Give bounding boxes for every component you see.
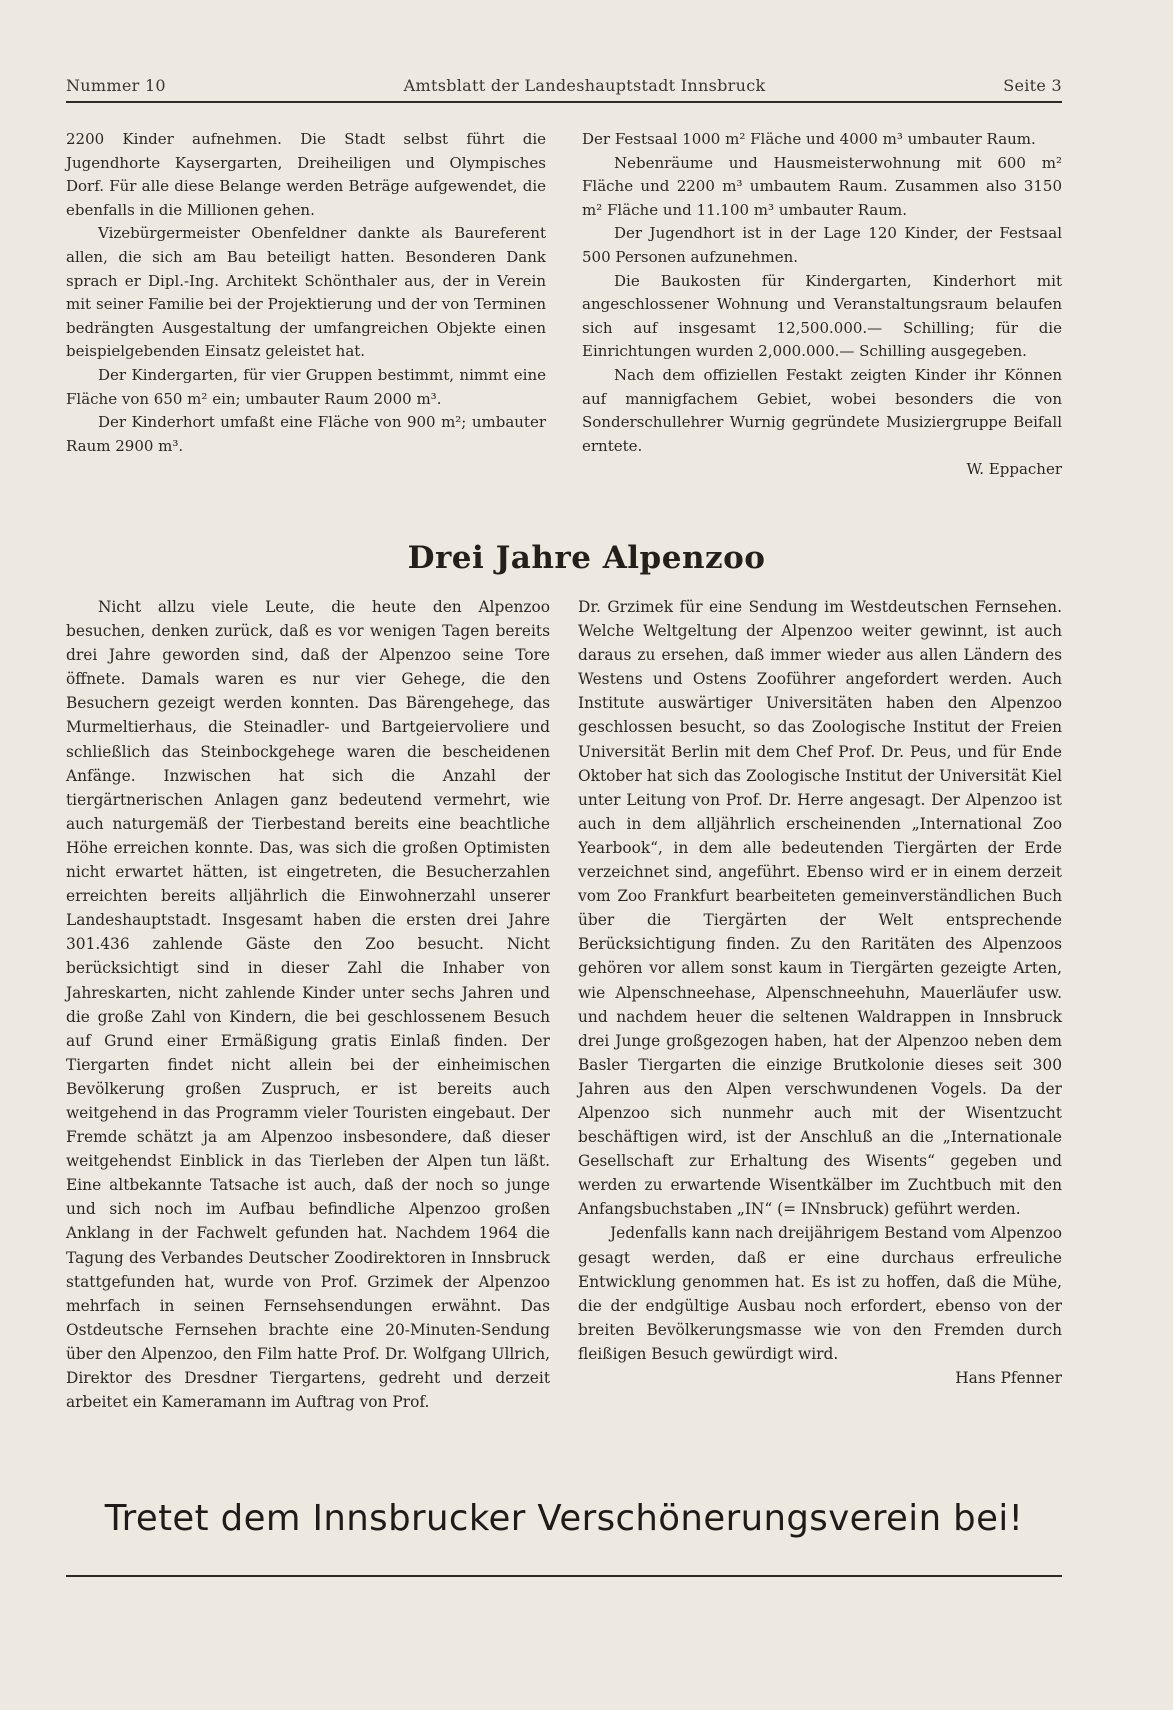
- top-right-column: [582, 128, 1062, 482]
- paragraph: Nebenräume und Hausmeisterwohnung mit 600 m² Fläche und 2200 m³ umbautem Raum. Zusammen also 3150 m² Fläche und 11.100 m³ umbauter Raum.: [582, 153, 1062, 219]
- bottom-rule: [66, 1575, 1062, 1577]
- paragraph: Der Jugendhort ist in der Lage 120 Kinder, der Festsaal 500 Personen aufzunehmen.: [582, 224, 1062, 266]
- header-rule: [66, 101, 1062, 103]
- paragraph: Dr. Grzimek für eine Sendung im Westdeutschen Fernsehen. Welche Weltgeltung der Alpenzoo weiter gewinnt, ist auch daraus zu ersehen, daß immer wieder aus allen Ländern des Westens und Ostens Zooführer angefordert werden. Auch Institute auswärtiger Universitäten haben den Alpenzoo geschlossen besucht, so das Zoologische Institut der Freien Universität Berlin mit dem Chef Prof. Dr. Peus, und für Ende Oktober hat sich das Zoologische Institut der Universität Kiel unter Leitung von Prof. Dr. Herre angesagt. Der Alpenzoo ist auch in dem alljährlich erscheinenden „International Zoo Yearbook“, in dem alle bedeutenden Tiergärten der Erde verzeichnet sind, angeführt. Ebenso wird er in einem derzeit vom Zoo Frankfurt bearbeiteten gemeinverständlichen Buch über die Tiergärten der Welt entsprechende Berücksichtigung finden. Zu den Raritäten des Alpenzoos gehören vor allem sonst kaum in Tiergärten gezeigte Arten, wie Alpenschneehase, Alpenschneehuhn, Mauerläufer usw. und nachdem heuer die seltenen Waldrappen in Innsbruck drei Junge großgezogen haben, hat der Alpenzoo neben dem Basler Tiergarten die einzige Brutkolonie dieses seit 300 Jahren aus den Alpen verschwundenen Vogels. Da der Alpenzoo sich nunmehr auch mit der Wisentzucht beschäftigen wird, ist der Anschluß an die „Internationale Gesellschaft zur Erhaltung des Wisents“ gegeben und werden zu erwartende Wisentkälber im Zuchtbuch mit den Anfangsbuchstaben „IN“ (= INnsbruck) geführt werden.: [578, 598, 1062, 1219]
- paragraph: Nicht allzu viele Leute, die heute den Alpenzoo besuchen, denken zurück, daß es vor wenigen Tagen bereits drei Jahre geworden sind, daß der Alpenzoo seine Tore öffnete. Damals waren es nur vier Gehege, die den Besuchern gezeigt werden konnten. Das Bärengehege, das Murmeltierhaus, die Steinadler- und Bartgeiervoliere und schließlich das Steinbockgehege waren die bescheidenen Anfänge. Inzwischen hat sich die Anzahl der tiergärtnerischen Anlagen ganz bedeutend vermehrt, wie auch naturgemäß der Tierbestand bereits eine beachtliche Höhe erreichen konnte. Das, was sich die großen Optimisten nicht erwartet hätten, ist eingetreten, die Besucherzahlen erreichten bereits alljährlich die Einwohnerzahl unserer Landeshauptstadt. Insgesamt haben die ersten drei Jahre 301.436 zahlende Gäste den Zoo besucht. Nicht berücksichtigt sind in dieser Zahl die Inhaber von Jahreskarten, nicht zahlende Kinder unter sechs Jahren und die große Zahl von Kindern, die bei geschlossenem Besuch auf Grund einer Ermäßigung gratis Einlaß finden. Der Tiergarten findet nicht allein bei der einheimischen Bevölkerung großen Zuspruch, er ist bereits auch weitgehend in das Programm vieler Touristen eingebaut. Der Fremde schätzt ja am Alpenzoo insbesondere, daß dieser weitgehendst Einblick in das Tierleben der Alpen tun läßt. Eine altbekannte Tatsache ist auch, daß der noch so junge und sich noch im Aufbau befindliche Alpenzoo großen Anklang in der Fachwelt gefunden hat. Nachdem 1964 die Tagung des Verbandes Deutscher Zoodirektoren in Innsbruck stattgefunden hat, wurde von Prof. Grzimek der Alpenzoo mehrfach in seinen Fernsehsendungen erwähnt. Das Ostdeutsche Fernsehen brachte eine 20-Minuten-Sendung über den Alpenzoo, den Film hatte Prof. Dr. Wolfgang Ullrich, Direktor des Dresdner Tiergartens, gedreht und derzeit arbeitet ein Kameramann im Auftrag von Prof.: [66, 598, 550, 1412]
- article-right-column: [578, 595, 1062, 1390]
- issue-number: Nummer 10: [66, 76, 166, 95]
- article-left-column: [66, 595, 550, 1414]
- paragraph: Jedenfalls kann nach dreijährigem Bestand vom Alpenzoo gesagt werden, daß er eine durchaus erfreuliche Entwicklung genommen hat. Es ist zu hoffen, daß die Mühe, die der endgültige Ausbau noch erfordert, ebenso von der breiten Bevölkerungsmasse wie von den Fremden durch fleißigen Besuch gewürdigt wird.: [578, 1224, 1062, 1363]
- author-signature: W. Eppacher: [966, 460, 1062, 479]
- paragraph: Der Kinderhort umfaßt eine Fläche von 900 m²; umbauter Raum 2900 m³.: [66, 413, 546, 455]
- publication-title: Amtsblatt der Landeshauptstadt Innsbruck: [403, 76, 766, 95]
- paragraph: 2200 Kinder aufnehmen. Die Stadt selbst führt die Jugendhorte Kaysergarten, Dreiheiligen und Olympisches Dorf. Für alle diese Belange werden Beträge aufgewendet, die ebenfalls in die Millionen gehen.: [66, 130, 546, 219]
- paragraph: Der Festsaal 1000 m² Fläche und 4000 m³ umbauter Raum.: [582, 130, 1036, 148]
- page-number: Seite 3: [1003, 76, 1062, 95]
- banner-slogan: Tretet dem Innsbrucker Verschönerungsverein bei!: [104, 1498, 1024, 1539]
- paragraph: Vizebürgermeister Obenfeldner dankte als Baureferent allen, die sich am Bau beteiligt hatten. Besonderen Dank sprach er Dipl.-Ing. Architekt Schönthaler aus, der in Verein mit seiner Familie bei der Projektierung und der von Terminen bedrängten Ausgestaltung der umfangreichen Objekte einen beispielgebenden Einsatz geleistet hat.: [66, 224, 546, 361]
- paragraph: Nach dem offiziellen Festakt zeigten Kinder ihr Können auf mannigfachem Gebiet, wobei besonders die von Sonderschullehrer Wurnig gegründete Musiziergruppe Beifall erntete.: [582, 365, 1062, 455]
- article-title: Drei Jahre Alpenzoo: [407, 540, 766, 576]
- paragraph: Die Baukosten für Kindergarten, Kinderhort mit angeschlossener Wohnung und Veranstaltungsraum belaufen sich auf insgesamt 12,500.000.— Schilling; für die Einrichtungen wurden 2,000.000.— Schilling ausgegeben.: [582, 271, 1062, 361]
- top-left-column: [66, 128, 546, 458]
- running-head: [66, 76, 1062, 95]
- paragraph: Der Kindergarten, für vier Gruppen bestimmt, nimmt eine Fläche von 650 m² ein; umbauter Raum 2000 m³.: [66, 365, 546, 408]
- author-signature: Hans Pfenner: [955, 1369, 1062, 1387]
